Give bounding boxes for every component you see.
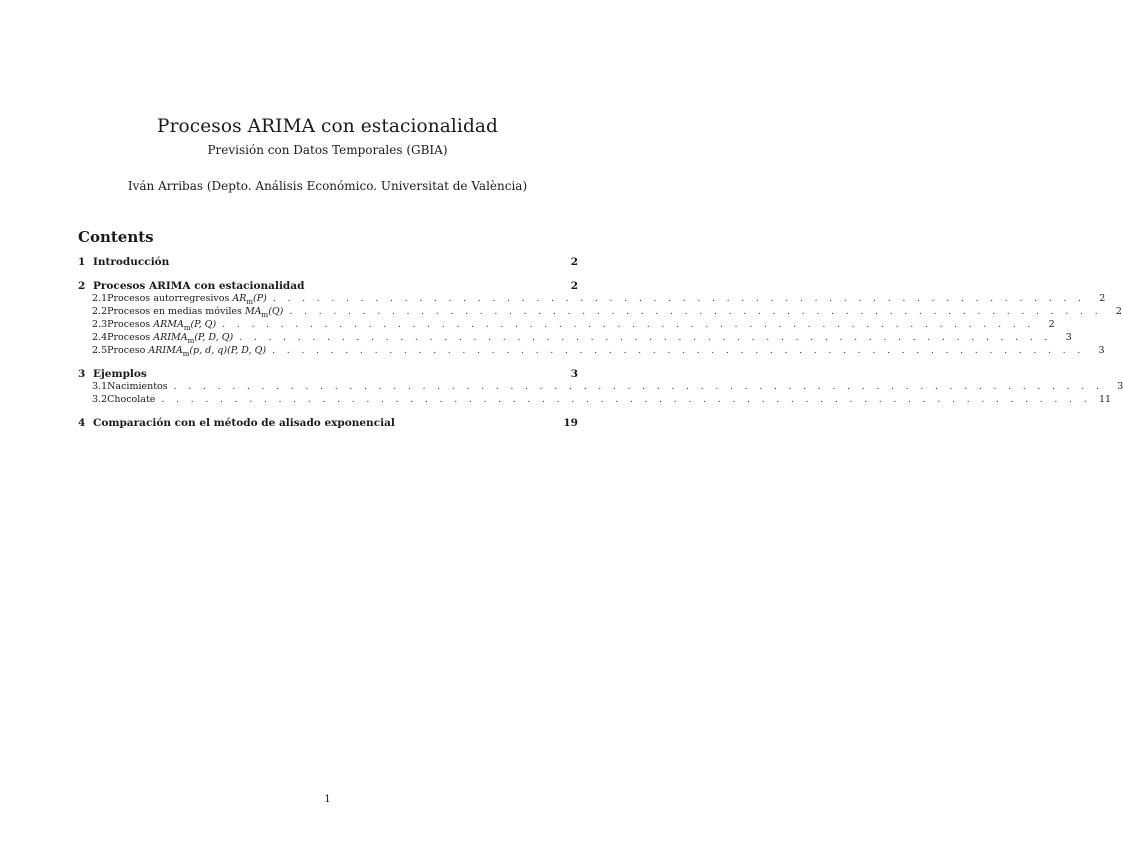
toc-section-label: Introducción bbox=[93, 256, 170, 268]
toc-leader-dots: . . . . . . . . . . . . . . . . . . . . . . . . . . . . . . . . . . . . . . . . . . . . . . . . . . . . . . . . bbox=[272, 293, 1086, 304]
toc-page-number: 2 bbox=[1099, 293, 1106, 304]
toc-subsection-label: Procesos $ARMA_m(P$, Q) bbox=[107, 319, 217, 332]
toc-subsection-label: Procesos autorregresivos $AR_m(P)$ bbox=[107, 293, 267, 306]
toc-section-1[interactable] bbox=[78, 256, 578, 268]
contents-heading: Contents bbox=[78, 228, 154, 246]
toc-page-number: 3 bbox=[1098, 345, 1105, 356]
toc-leader-dots: . . . . . . . . . . . . . . . . . . . . . . . . . . . . . . . . . . . . . . . . . . . . . . . . . . . . . . . . . . . . . . . . bbox=[173, 381, 1104, 392]
toc-page-number: 2 bbox=[1048, 319, 1055, 330]
toc-page-number: 19 bbox=[563, 417, 578, 429]
toc-subsection-2-2[interactable] bbox=[78, 306, 1122, 319]
toc-section-label: Ejemplos bbox=[93, 368, 147, 380]
toc-subsection-label: Nacimientos bbox=[107, 381, 168, 392]
toc-page-number: 3 bbox=[570, 368, 578, 380]
toc-leader-dots: . . . . . . . . . . . . . . . . . . . . . . . . . . . . . . . . . . . . . . . . . . . . . . . . . . . . . . . . bbox=[239, 332, 1052, 343]
toc-page-number: 3 bbox=[1065, 332, 1072, 343]
toc-page-number: 2 bbox=[1115, 306, 1122, 317]
toc-section-number: 4 bbox=[78, 417, 86, 429]
toc-subsection-number: 3.2 bbox=[92, 394, 108, 405]
toc-subsection-number: 2.3 bbox=[92, 319, 108, 330]
toc-page-number: 2 bbox=[570, 280, 578, 292]
toc-page-number: 3 bbox=[1117, 381, 1123, 392]
toc-subsection-label: Procesos en medias móviles $MA_m(Q)$ bbox=[107, 306, 284, 319]
document-subtitle: Previsión con Datos Temporales (GBIA) bbox=[207, 143, 448, 157]
toc-section-number: 1 bbox=[78, 256, 86, 268]
toc-subsection-number: 2.5 bbox=[92, 345, 108, 356]
toc-subsection-3-1[interactable] bbox=[78, 381, 1123, 392]
toc-subsection-number: 2.4 bbox=[92, 332, 108, 343]
document-title: Procesos ARIMA con estacionalidad bbox=[157, 116, 498, 137]
page-number: 1 bbox=[324, 794, 331, 805]
toc-subsection-2-5[interactable] bbox=[78, 345, 1105, 358]
toc-subsection-2-3[interactable] bbox=[78, 319, 1055, 332]
toc-subsection-label: Proceso $ARIMA_m(p$, d, q)(P, D, Q) bbox=[107, 345, 267, 358]
toc-subsection-2-1[interactable] bbox=[78, 293, 1106, 306]
toc-subsection-number: 2.2 bbox=[92, 306, 108, 317]
toc-leader-dots: . . . . . . . . . . . . . . . . . . . . . . . . . . . . . . . . . . . . . . . . . . . . . . . . . . . . . . . . bbox=[272, 345, 1085, 356]
toc-subsection-label: Procesos $ARIMA_m(P$, D, Q) bbox=[107, 332, 234, 345]
toc-section-number: 3 bbox=[78, 368, 86, 380]
toc-section-4[interactable] bbox=[78, 417, 578, 429]
document-author: Iván Arribas (Depto. Análisis Económico. Universitat de València) bbox=[127, 179, 528, 193]
toc-subsection-number: 3.1 bbox=[92, 381, 108, 392]
toc-section-label: Comparación con el método de alisado exponencial bbox=[93, 417, 395, 429]
toc-leader-dots: . . . . . . . . . . . . . . . . . . . . . . . . . . . . . . . . . . . . . . . . . . . . . . . . . . . . . . . . bbox=[222, 319, 1035, 330]
toc-leader-dots: . . . . . . . . . . . . . . . . . . . . . . . . . . . . . . . . . . . . . . . . . . . . . . . . . . . . . . . . bbox=[289, 306, 1102, 317]
toc-subsection-2-4[interactable] bbox=[78, 332, 1072, 345]
toc-section-label: Procesos ARIMA con estacionalidad bbox=[93, 280, 305, 292]
toc-subsection-label: Chocolate bbox=[107, 394, 156, 405]
toc-section-number: 2 bbox=[78, 280, 86, 292]
toc-leader-dots: . . . . . . . . . . . . . . . . . . . . . . . . . . . . . . . . . . . . . . . . . . . . . . . . . . . . . . . . . . . . . . . . bbox=[161, 394, 1092, 405]
toc-page-number: 11 bbox=[1098, 394, 1112, 405]
toc-subsection-number: 2.1 bbox=[92, 293, 108, 304]
toc-section-2[interactable] bbox=[78, 280, 578, 292]
toc-subsection-3-2[interactable] bbox=[78, 394, 1112, 405]
toc-page-number: 2 bbox=[570, 256, 578, 268]
toc-section-3[interactable] bbox=[78, 368, 578, 380]
